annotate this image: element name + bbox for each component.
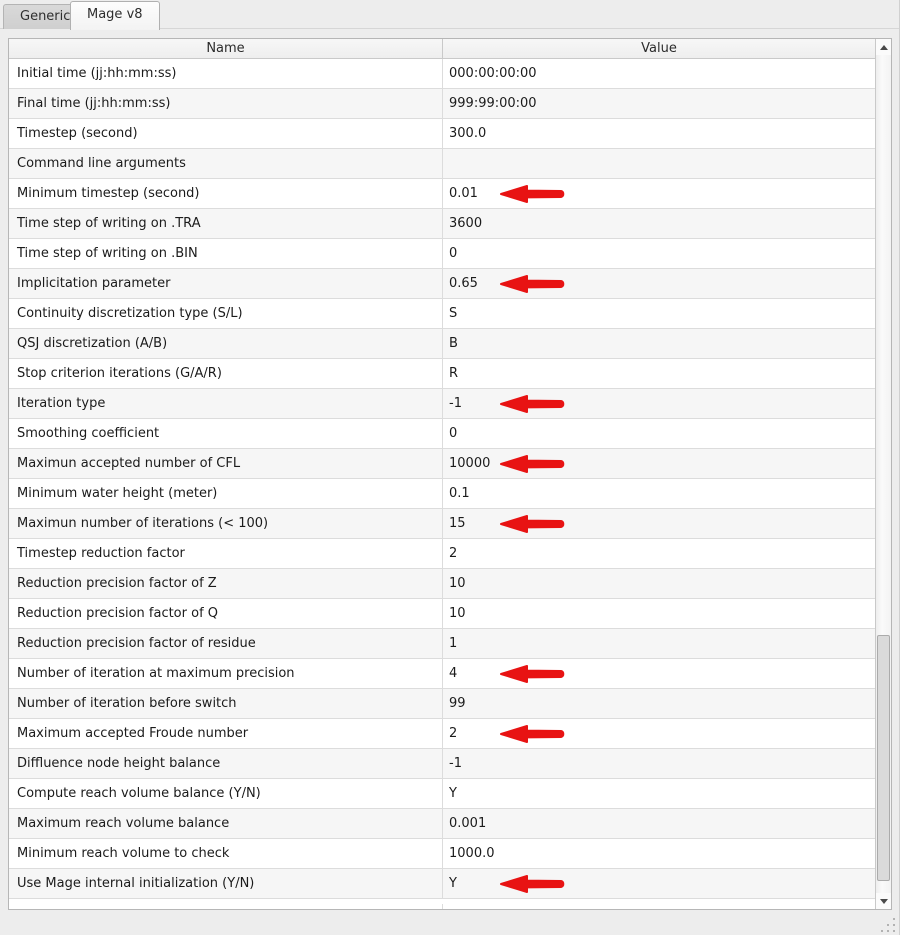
- param-value-cell[interactable]: [443, 779, 875, 808]
- param-value-text: 0: [449, 426, 458, 441]
- param-value-text: 99: [449, 696, 466, 711]
- red-arrow-icon: [499, 454, 569, 474]
- param-value-text: 10: [449, 606, 466, 621]
- table-main: [9, 39, 875, 909]
- table-row[interactable]: [9, 839, 875, 869]
- param-name-cell[interactable]: Stop criterion iterations (G/A/R): [9, 359, 443, 388]
- table-row[interactable]: [9, 419, 875, 449]
- red-arrow-icon: [499, 184, 569, 204]
- table-row[interactable]: [9, 59, 875, 89]
- table-row[interactable]: [9, 599, 875, 629]
- param-value-cell[interactable]: [443, 419, 875, 448]
- param-value-text: R: [449, 366, 459, 381]
- table-row[interactable]: [9, 689, 875, 719]
- red-arrow-icon: [499, 514, 569, 534]
- table-row[interactable]: [9, 629, 875, 659]
- param-value-cell[interactable]: [443, 389, 875, 418]
- param-value-text: 300.0: [449, 126, 487, 141]
- param-name-cell[interactable]: Command line arguments: [9, 149, 443, 178]
- parameters-table: [8, 38, 892, 910]
- param-value-text: 0.1: [449, 486, 470, 501]
- param-name-cell[interactable]: Time step of writing on .TRA: [9, 209, 443, 238]
- table-row[interactable]: [9, 869, 875, 899]
- red-arrow-icon: [499, 724, 569, 744]
- param-value-text: 3600: [449, 216, 483, 231]
- param-value-text: 0: [449, 246, 458, 261]
- tab-generic[interactable]: Generic: [3, 4, 87, 29]
- param-value-text: 999:99:00:00: [449, 96, 537, 111]
- param-value-cell[interactable]: [443, 749, 875, 778]
- scroll-up-button[interactable]: [876, 39, 891, 55]
- table-row[interactable]: [9, 239, 875, 269]
- table-row[interactable]: [9, 449, 875, 479]
- param-name-cell[interactable]: Time step of writing on .BIN: [9, 239, 443, 268]
- scrollbar-trough[interactable]: [876, 55, 891, 893]
- param-value-cell[interactable]: [443, 719, 875, 748]
- param-value-cell[interactable]: [443, 149, 875, 178]
- param-value-cell[interactable]: [443, 539, 875, 568]
- param-value-cell[interactable]: [443, 269, 875, 298]
- param-name-cell[interactable]: Reduction precision factor of residue: [9, 629, 443, 658]
- table-row-partial: [9, 904, 875, 909]
- table-row[interactable]: [9, 389, 875, 419]
- param-name-cell[interactable]: Smoothing coefficient: [9, 419, 443, 448]
- param-value-cell[interactable]: [443, 869, 875, 898]
- table-row[interactable]: [9, 749, 875, 779]
- param-value-cell[interactable]: [443, 629, 875, 658]
- scrollbar-thumb[interactable]: [877, 635, 890, 881]
- param-name-cell[interactable]: Maximun accepted number of CFL: [9, 449, 443, 478]
- table-row[interactable]: [9, 209, 875, 239]
- param-name-cell[interactable]: Timestep reduction factor: [9, 539, 443, 568]
- param-name-cell[interactable]: QSJ discretization (A/B): [9, 329, 443, 358]
- param-name-cell[interactable]: Maximum accepted Froude number: [9, 719, 443, 748]
- param-value-text: 10000: [449, 456, 491, 471]
- param-value-text: B: [449, 336, 458, 351]
- red-arrow-icon: [499, 274, 569, 294]
- table-row[interactable]: [9, 329, 875, 359]
- table-row[interactable]: [9, 479, 875, 509]
- param-name-cell[interactable]: Maximum reach volume balance: [9, 809, 443, 838]
- param-value-text: 15: [449, 516, 466, 531]
- param-name-cell[interactable]: Minimum reach volume to check: [9, 839, 443, 868]
- table-row[interactable]: [9, 569, 875, 599]
- table-row[interactable]: [9, 179, 875, 209]
- table-row[interactable]: [9, 659, 875, 689]
- table-body: [9, 59, 875, 904]
- tab-mage-v8[interactable]: Mage v8: [70, 1, 160, 30]
- param-value-cell[interactable]: [443, 839, 875, 868]
- param-value-cell[interactable]: [443, 449, 875, 478]
- param-name-cell[interactable]: Number of iteration at maximum precision: [9, 659, 443, 688]
- param-name-cell[interactable]: Continuity discretization type (S/L): [9, 299, 443, 328]
- table-row[interactable]: [9, 269, 875, 299]
- param-value-text: 0.65: [449, 276, 478, 291]
- column-header-name[interactable]: Name: [9, 39, 443, 58]
- param-value-text: 4: [449, 666, 458, 681]
- resize-grip[interactable]: [881, 918, 895, 932]
- partial-name-cell: [9, 904, 443, 909]
- param-name-cell[interactable]: Maximun number of iterations (< 100): [9, 509, 443, 538]
- param-name-cell[interactable]: Implicitation parameter: [9, 269, 443, 298]
- param-name-cell[interactable]: Diffluence node height balance: [9, 749, 443, 778]
- param-value-text: -1: [449, 396, 462, 411]
- param-value-cell[interactable]: [443, 509, 875, 538]
- param-value-text: 2: [449, 726, 458, 741]
- table-header: [9, 39, 875, 59]
- param-value-cell[interactable]: [443, 569, 875, 598]
- red-arrow-icon: [499, 874, 569, 894]
- param-name-cell[interactable]: Minimum water height (meter): [9, 479, 443, 508]
- table-row[interactable]: [9, 779, 875, 809]
- param-name-cell[interactable]: Compute reach volume balance (Y/N): [9, 779, 443, 808]
- param-value-cell[interactable]: [443, 89, 875, 118]
- param-name-cell[interactable]: Reduction precision factor of Z: [9, 569, 443, 598]
- tab-bar: [0, 0, 899, 29]
- param-value-text: S: [449, 306, 458, 321]
- table-row[interactable]: [9, 809, 875, 839]
- scroll-down-button[interactable]: [876, 893, 891, 909]
- param-value-text: -1: [449, 756, 462, 771]
- param-value-cell[interactable]: [443, 809, 875, 838]
- param-value-text: 0.001: [449, 816, 487, 831]
- param-value-text: 1: [449, 636, 458, 651]
- param-value-cell[interactable]: [443, 599, 875, 628]
- table-row[interactable]: [9, 89, 875, 119]
- param-value-cell[interactable]: [443, 359, 875, 388]
- param-value-text: 000:00:00:00: [449, 66, 537, 81]
- param-name-cell[interactable]: Use Mage internal initialization (Y/N): [9, 869, 443, 898]
- param-value-text: 10: [449, 576, 466, 591]
- param-name-cell[interactable]: Final time (jj:hh:mm:ss): [9, 89, 443, 118]
- red-arrow-icon: [499, 664, 569, 684]
- column-header-value[interactable]: Value: [641, 41, 677, 56]
- param-name-cell[interactable]: Reduction precision factor of Q: [9, 599, 443, 628]
- triangle-down-icon: [880, 899, 888, 904]
- param-value-cell[interactable]: [443, 239, 875, 268]
- param-name-cell[interactable]: Minimum timestep (second): [9, 179, 443, 208]
- param-value-cell[interactable]: [443, 209, 875, 238]
- param-value-text: Y: [449, 876, 457, 891]
- table-row[interactable]: [9, 149, 875, 179]
- table-row[interactable]: [9, 119, 875, 149]
- table-row[interactable]: [9, 359, 875, 389]
- param-name-cell[interactable]: Number of iteration before switch: [9, 689, 443, 718]
- param-value-cell[interactable]: [443, 119, 875, 148]
- param-value-text: 1000.0: [449, 846, 495, 861]
- param-value-cell[interactable]: [443, 329, 875, 358]
- param-name-cell[interactable]: Timestep (second): [9, 119, 443, 148]
- table-row[interactable]: [9, 539, 875, 569]
- param-value-cell[interactable]: [443, 689, 875, 718]
- param-value-text: Y: [449, 786, 457, 801]
- param-value-text: 2: [449, 546, 458, 561]
- param-value-cell[interactable]: [443, 659, 875, 688]
- param-name-cell[interactable]: Iteration type: [9, 389, 443, 418]
- param-name-cell[interactable]: Initial time (jj:hh:mm:ss): [9, 59, 443, 88]
- table-row[interactable]: [9, 509, 875, 539]
- param-value-cell[interactable]: [443, 299, 875, 328]
- param-value-cell[interactable]: [443, 479, 875, 508]
- param-value-cell[interactable]: [443, 59, 875, 88]
- vertical-scrollbar[interactable]: [875, 39, 891, 909]
- table-row[interactable]: [9, 719, 875, 749]
- param-value-cell[interactable]: [443, 179, 875, 208]
- param-value-text: 0.01: [449, 186, 478, 201]
- red-arrow-icon: [499, 394, 569, 414]
- triangle-up-icon: [880, 45, 888, 50]
- table-row[interactable]: [9, 299, 875, 329]
